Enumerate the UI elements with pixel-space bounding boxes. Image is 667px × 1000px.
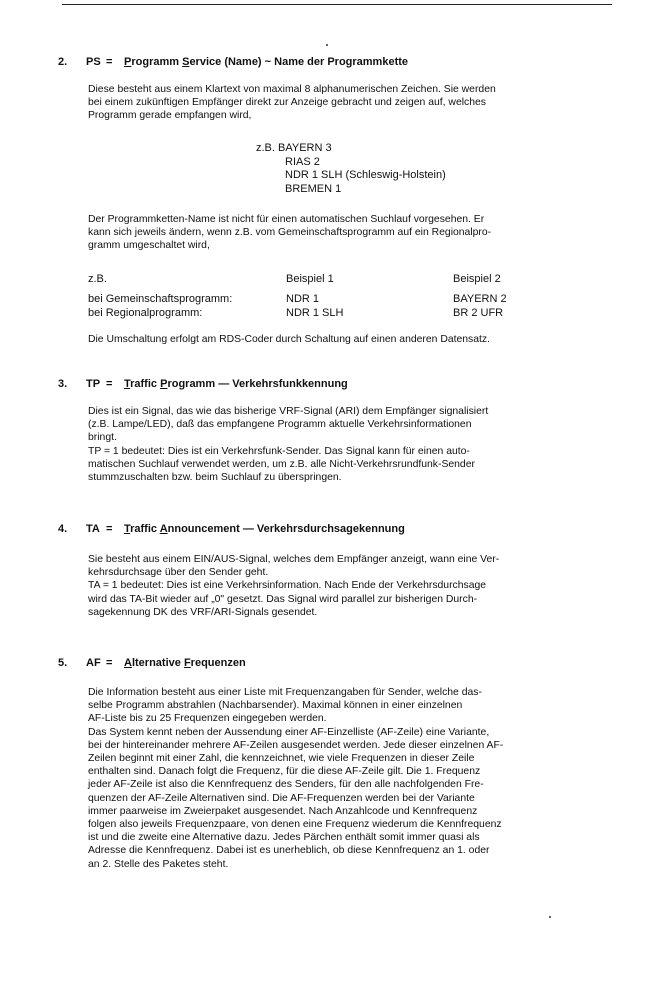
table-header-row: [88, 272, 603, 286]
paragraph-ps-umschaltung: [88, 333, 598, 346]
table-cell: NDR 1: [286, 293, 320, 305]
table-header-cell: Beispiel 1: [286, 273, 334, 285]
text-line: bei der hintereinander mehrere AF-Zeilen ausgesendet werden. Jede dieser einzelnen AF-: [88, 739, 504, 751]
title-word: raffic: [130, 378, 158, 390]
section-number: 4.: [58, 523, 68, 535]
section-abbr: TP: [86, 378, 101, 390]
text-line: (z.B. Lampe/LED), daß das empfangene Programm aktuelle Verkehrsinformationen: [88, 419, 472, 431]
text-line: quenzen der AF-Zeile Alternativen sind. Die AF-Frequenzen werden bei der Variante: [88, 792, 475, 804]
title-word: lternative: [131, 657, 181, 669]
section-heading-ps: [58, 55, 408, 69]
example-line: [256, 142, 446, 156]
section-abbr: AF: [86, 657, 101, 669]
text-line: jeder AF-Zeile ist also die Kennfrequenz des Senders, für den alle nachfolgenden Fre-: [88, 779, 484, 791]
section-equals: =: [106, 56, 113, 68]
section-heading-tp: [58, 377, 348, 391]
text-line: Sie besteht aus einem EIN/AUS-Signal, welches dem Empfänger anzeigt, wann eine Ver-: [88, 554, 500, 565]
title-underlined-letter: P: [160, 378, 168, 390]
scan-speck: [549, 916, 551, 918]
example-list-ps: [256, 142, 446, 196]
text-line: an 2. Stelle des Paketes steht.: [88, 858, 229, 870]
text-line: bringt.: [88, 432, 117, 444]
text-line: stummzuschalten bzw. beim Suchlauf zu überspringen.: [88, 472, 342, 484]
title-word: nnouncement: [167, 523, 240, 535]
text-line: Das System kennt neben der Aussendung einer AF-Einzelliste (AF-Zeile) eine Variante,: [88, 726, 490, 738]
text-line: Dies ist ein Signal, das wie das bisherige VRF-Signal (ARI) dem Empfänger signalisiert: [88, 406, 489, 417]
title-underlined-letter: P: [124, 56, 132, 68]
title-underlined-letter: S: [182, 56, 190, 68]
paragraph-ps-programmkette: [88, 213, 598, 253]
text-line: Die Umschaltung erfolgt am RDS-Coder durch Schaltung auf einen anderen Datensatz.: [88, 334, 490, 345]
section-equals: =: [106, 657, 113, 669]
title-word: requenzen: [190, 657, 246, 669]
example-item: BREMEN 1: [285, 182, 342, 195]
text-line: sagekennung DK des VRF/ARI-Signals gesendet.: [88, 606, 318, 618]
section-number: 2.: [58, 56, 68, 68]
title-word: raffic: [130, 523, 158, 535]
example-prefix: z.B.: [256, 142, 275, 154]
section-heading-ta: [58, 522, 405, 536]
paragraph-tp: [88, 405, 598, 484]
comparison-table: [88, 272, 603, 320]
text-line: folgen also jeweils Frequenzpaare, von denen eine Frequenz wiederum die Kennfrequenz: [88, 819, 502, 831]
section-number: 5.: [58, 657, 68, 669]
paragraph-ps-intro: [88, 83, 598, 123]
table-row: [88, 306, 603, 320]
table-cell: BR 2 UFR: [453, 307, 504, 319]
section-abbr: TA: [86, 523, 100, 535]
table-cell: bei Gemeinschaftsprogramm:: [88, 293, 233, 305]
title-tail: — Verkehrsdurchsagekennung: [242, 523, 405, 535]
title-tail: — Verkehrsfunkkennung: [218, 378, 348, 390]
section-equals: =: [106, 523, 113, 535]
text-line: selbe Programm abstrahlen (Nachbarsender). Maximal können in einer einzelnen: [88, 700, 463, 712]
section-equals: =: [106, 378, 113, 390]
text-line: matischen Suchlauf verwendet werden, um z.B. alle Nicht-Verkehrsrundfunk-Sender: [88, 458, 475, 470]
section-heading-af: [58, 656, 246, 670]
text-line: Zeilen beginnt mit einer Zahl, die kennzeichnet, wie viele Frequenzen in dieser Zeile: [88, 753, 475, 765]
title-underlined-letter: T: [124, 523, 131, 535]
table-header-cell: Beispiel 2: [453, 273, 501, 285]
text-line: enthalten sind. Danach folgt die Frequenz, für die diese AF-Zeile gilt. Die 1. Frequenz: [88, 766, 481, 778]
text-line: AF-Liste bis zu 25 Frequenzen eingegeben werden.: [88, 713, 327, 725]
text-line: gramm umgeschaltet wird,: [88, 240, 210, 252]
title-underlined-letter: T: [124, 378, 131, 390]
table-row: [88, 292, 603, 306]
text-line: wird das TA-Bit wieder auf „0" gesetzt. Das Signal wird parallel zur bisherigen Durch-: [88, 593, 478, 605]
text-line: Programm gerade empfangen wird,: [88, 110, 252, 122]
title-underlined-letter: A: [159, 523, 168, 535]
text-line: kann sich jeweils ändern, wenn z.B. vom Gemeinschaftsprogramm auf ein Regionalpro-: [88, 227, 492, 239]
text-line: Diese besteht aus einem Klartext von maximal 8 alphanumerischen Zeichen. Sie werden: [88, 84, 496, 95]
text-line: ist und die zweite eine Alternative dazu. Jedes Pärchen enthält somit immer quasi als: [88, 832, 480, 844]
table-header-cell: z.B.: [88, 273, 107, 285]
text-line: TA = 1 bedeutet: Dies ist eine Verkehrsinformation. Nach Ende der Verkehrsdurchsage: [88, 580, 487, 592]
example-item: BAYERN 3: [278, 142, 332, 154]
title-word: ervice: [189, 56, 222, 68]
title-word: rogramm: [131, 56, 180, 68]
scan-speck: [326, 44, 328, 46]
text-line: Die Information besteht aus einer Liste mit Frequenzangaben für Sender, welche das-: [88, 687, 482, 698]
title-underlined-letter: F: [183, 657, 191, 669]
section-abbr: PS: [86, 56, 101, 68]
title-word: rogramm: [167, 378, 216, 390]
text-line: TP = 1 bedeutet: Dies ist ein Verkehrsfunk-Sender. Das Signal kann für einen auto-: [88, 445, 470, 457]
section-number: 3.: [58, 378, 68, 390]
text-line: Adresse die Kennfrequenz. Dabei ist es unerheblich, ob diese Kennfrequenz an 1. oder: [88, 845, 490, 857]
text-line: Der Programmketten-Name ist nicht für einen automatischen Suchlauf vorgesehen. Er: [88, 214, 485, 225]
paragraph-ta: [88, 553, 598, 619]
table-cell: NDR 1 SLH: [286, 307, 344, 319]
table-cell: BAYERN 2: [453, 293, 507, 305]
title-tail: (Name) ~ Name der Programmkette: [224, 56, 409, 68]
text-line: immer paarweise im Zweierpaket ausgesendet. Nach Anzahlcode und Kennfrequenz: [88, 805, 478, 817]
paragraph-af: [88, 686, 598, 871]
text-line: kehrsdurchsage über den Sender geht.: [88, 567, 269, 579]
example-item: RIAS 2: [285, 155, 320, 168]
title-underlined-letter: A: [124, 657, 132, 669]
example-item: NDR 1 SLH (Schleswig-Holstein): [285, 169, 446, 181]
table-cell: bei Regionalprogramm:: [88, 307, 203, 319]
text-line: bei einem zukünftigen Empfänger direkt zur Anzeige gebracht und zeigen auf, welches: [88, 97, 486, 109]
header-rule: [62, 4, 612, 5]
